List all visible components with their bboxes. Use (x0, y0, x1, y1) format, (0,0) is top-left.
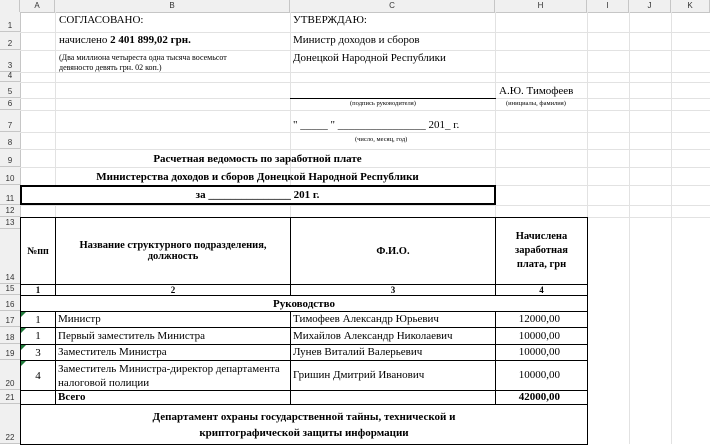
column-header-i[interactable]: I (587, 0, 629, 12)
column-header-c[interactable]: C (290, 0, 495, 12)
column-header-k[interactable]: K (671, 0, 710, 12)
accrued-line (59, 34, 191, 46)
row-position-label: Первый заместитель Министра (58, 330, 206, 342)
row-header[interactable]: 9 (0, 149, 20, 167)
index-label: 4 (539, 285, 544, 295)
minister-title-2: Донецкой Народной Республики (293, 52, 446, 64)
column-header-j[interactable]: J (629, 0, 671, 12)
total-sum-cell[interactable] (495, 390, 588, 405)
date-caption: (число, месяц, год) (355, 136, 408, 143)
signature-line (290, 98, 496, 99)
header-salary-label-2: заработная (515, 245, 568, 256)
row-fio-label: Гришин Дмитрий Иванович (293, 369, 425, 381)
header-dept-label-1: Название структурного подразделения, (79, 240, 267, 251)
row-header[interactable]: 1 (0, 12, 20, 32)
row-sum-label: 10000,00 (518, 346, 560, 358)
row-header[interactable]: 11 (0, 185, 20, 205)
row-sum-label: 10000,00 (518, 330, 560, 342)
row-position-label: Заместитель Министра-директор департамента (58, 363, 280, 375)
row-num-label: 3 (35, 346, 41, 359)
table-row-position[interactable] (55, 360, 291, 391)
initials-caption: (инициалы, фамилия) (506, 100, 566, 107)
row-header[interactable]: 21 (0, 390, 20, 404)
row-fio-label: Тимофеев Александр Юрьевич (293, 313, 439, 325)
header-fio-label: Ф.И.О. (376, 245, 410, 257)
row-header[interactable]: 20 (0, 360, 20, 390)
table-row-fio[interactable] (290, 360, 496, 391)
table-row-sum[interactable] (495, 360, 588, 391)
row-sum-label: 10000,00 (518, 369, 560, 381)
table-row-sum[interactable] (495, 344, 588, 361)
row-num-label: 1 (35, 313, 41, 326)
table-row-position[interactable] (55, 327, 291, 345)
row-position-label-2: налоговой полиции (58, 377, 150, 389)
index-label: 2 (170, 285, 176, 295)
accrued-words-1: (Два миллиона четыреста одна тысяча восемьсот (59, 53, 227, 62)
header-salary-label-3: плата, грн (516, 259, 567, 270)
approve-label: УТВЕРЖДАЮ: (293, 14, 367, 26)
row-header[interactable]: 5 (0, 82, 20, 98)
row-num-label: 1 (35, 330, 41, 342)
row-header[interactable]: 10 (0, 167, 20, 185)
header-num[interactable] (20, 217, 56, 285)
column-header-a[interactable]: A (20, 0, 55, 12)
accrued-amount: 2 401 899,02 грн. (110, 34, 191, 46)
row-header[interactable]: 2 (0, 32, 20, 50)
signer-name: А.Ю. Тимофеев (499, 85, 574, 97)
header-salary[interactable] (495, 217, 588, 285)
section-leadership[interactable] (20, 295, 588, 312)
total-sum: 42000,00 (518, 391, 560, 403)
cell-warning-marker[interactable] (21, 361, 26, 366)
section-secrecy-label-2: криптографической защиты информации (199, 426, 409, 439)
report-subtitle: Министерства доходов и сборов Донецкой Народной Республики (96, 171, 419, 183)
row-sum-label: 12000,00 (518, 313, 560, 325)
agreed-label: СОГЛАСОВАНО: (59, 14, 144, 26)
cell-warning-marker[interactable] (21, 312, 26, 317)
row-header[interactable]: 15 (0, 284, 20, 295)
total-label: Всего (58, 391, 86, 403)
total-num-cell[interactable] (20, 390, 56, 405)
accrued-label: начислено (59, 34, 108, 46)
report-title: Расчетная ведомость по заработной плате (153, 153, 362, 165)
signature-caption: (подпись руководителя) (350, 100, 416, 107)
row-position-label: Заместитель Министра (58, 346, 167, 358)
select-all-corner[interactable] (0, 0, 20, 12)
column-header-b[interactable]: B (55, 0, 290, 12)
index-label: 1 (35, 285, 41, 295)
table-row-fio[interactable] (290, 327, 496, 345)
table-row-position[interactable] (55, 344, 291, 361)
section-secrecy[interactable] (20, 404, 588, 445)
table-row-fio[interactable] (290, 311, 496, 328)
date-line: " _____ " ________________ 201_ г. (293, 119, 460, 131)
row-header[interactable]: 17 (0, 311, 20, 327)
header-dept[interactable] (55, 217, 291, 285)
accrued-words-2: девяносто девять грн. 02 коп.) (59, 63, 162, 72)
table-row-position[interactable] (55, 311, 291, 328)
row-header[interactable]: 3 (0, 50, 20, 72)
index-label: 3 (390, 285, 396, 295)
table-row-fio[interactable] (290, 344, 496, 361)
cell-warning-marker[interactable] (21, 345, 26, 350)
row-header[interactable]: 18 (0, 327, 20, 344)
header-salary-label-1: Начислена (515, 231, 568, 242)
table-row-sum[interactable] (495, 327, 588, 345)
cell-warning-marker[interactable] (21, 328, 26, 333)
total-label-cell[interactable] (55, 390, 291, 405)
header-dept-label-2: должность (147, 251, 199, 262)
row-header[interactable]: 13 (0, 217, 20, 229)
table-row-sum[interactable] (495, 311, 588, 328)
row-header[interactable]: 14 (0, 229, 20, 284)
row-header-bar (0, 12, 21, 444)
row-header[interactable]: 16 (0, 295, 20, 311)
row-header[interactable]: 6 (0, 98, 20, 110)
row-num-label: 4 (35, 369, 41, 382)
sheet-grid[interactable] (20, 12, 710, 444)
period-label: за _______________ 201 г. (195, 189, 320, 201)
row-header[interactable]: 22 (0, 404, 20, 444)
section-secrecy-label-1: Департамент охраны государственной тайны, технической и (152, 410, 456, 423)
row-fio-label: Лунев Виталий Валерьевич (293, 346, 423, 358)
row-header[interactable]: 4 (0, 72, 20, 82)
section-leadership-label: Руководство (273, 297, 335, 310)
column-header-h[interactable]: H (495, 0, 587, 12)
row-header[interactable]: 7 (0, 110, 20, 132)
row-header[interactable]: 12 (0, 205, 20, 217)
row-header[interactable]: 19 (0, 344, 20, 360)
row-fio-label: Михайлов Александр Николаевич (293, 330, 453, 342)
total-fio-cell[interactable] (290, 390, 496, 405)
row-position-label: Министр (58, 313, 101, 325)
header-fio[interactable] (290, 217, 496, 285)
header-num-label: №пп (27, 245, 49, 257)
minister-title-1: Министр доходов и сборов (293, 34, 420, 46)
row-header[interactable]: 8 (0, 132, 20, 149)
